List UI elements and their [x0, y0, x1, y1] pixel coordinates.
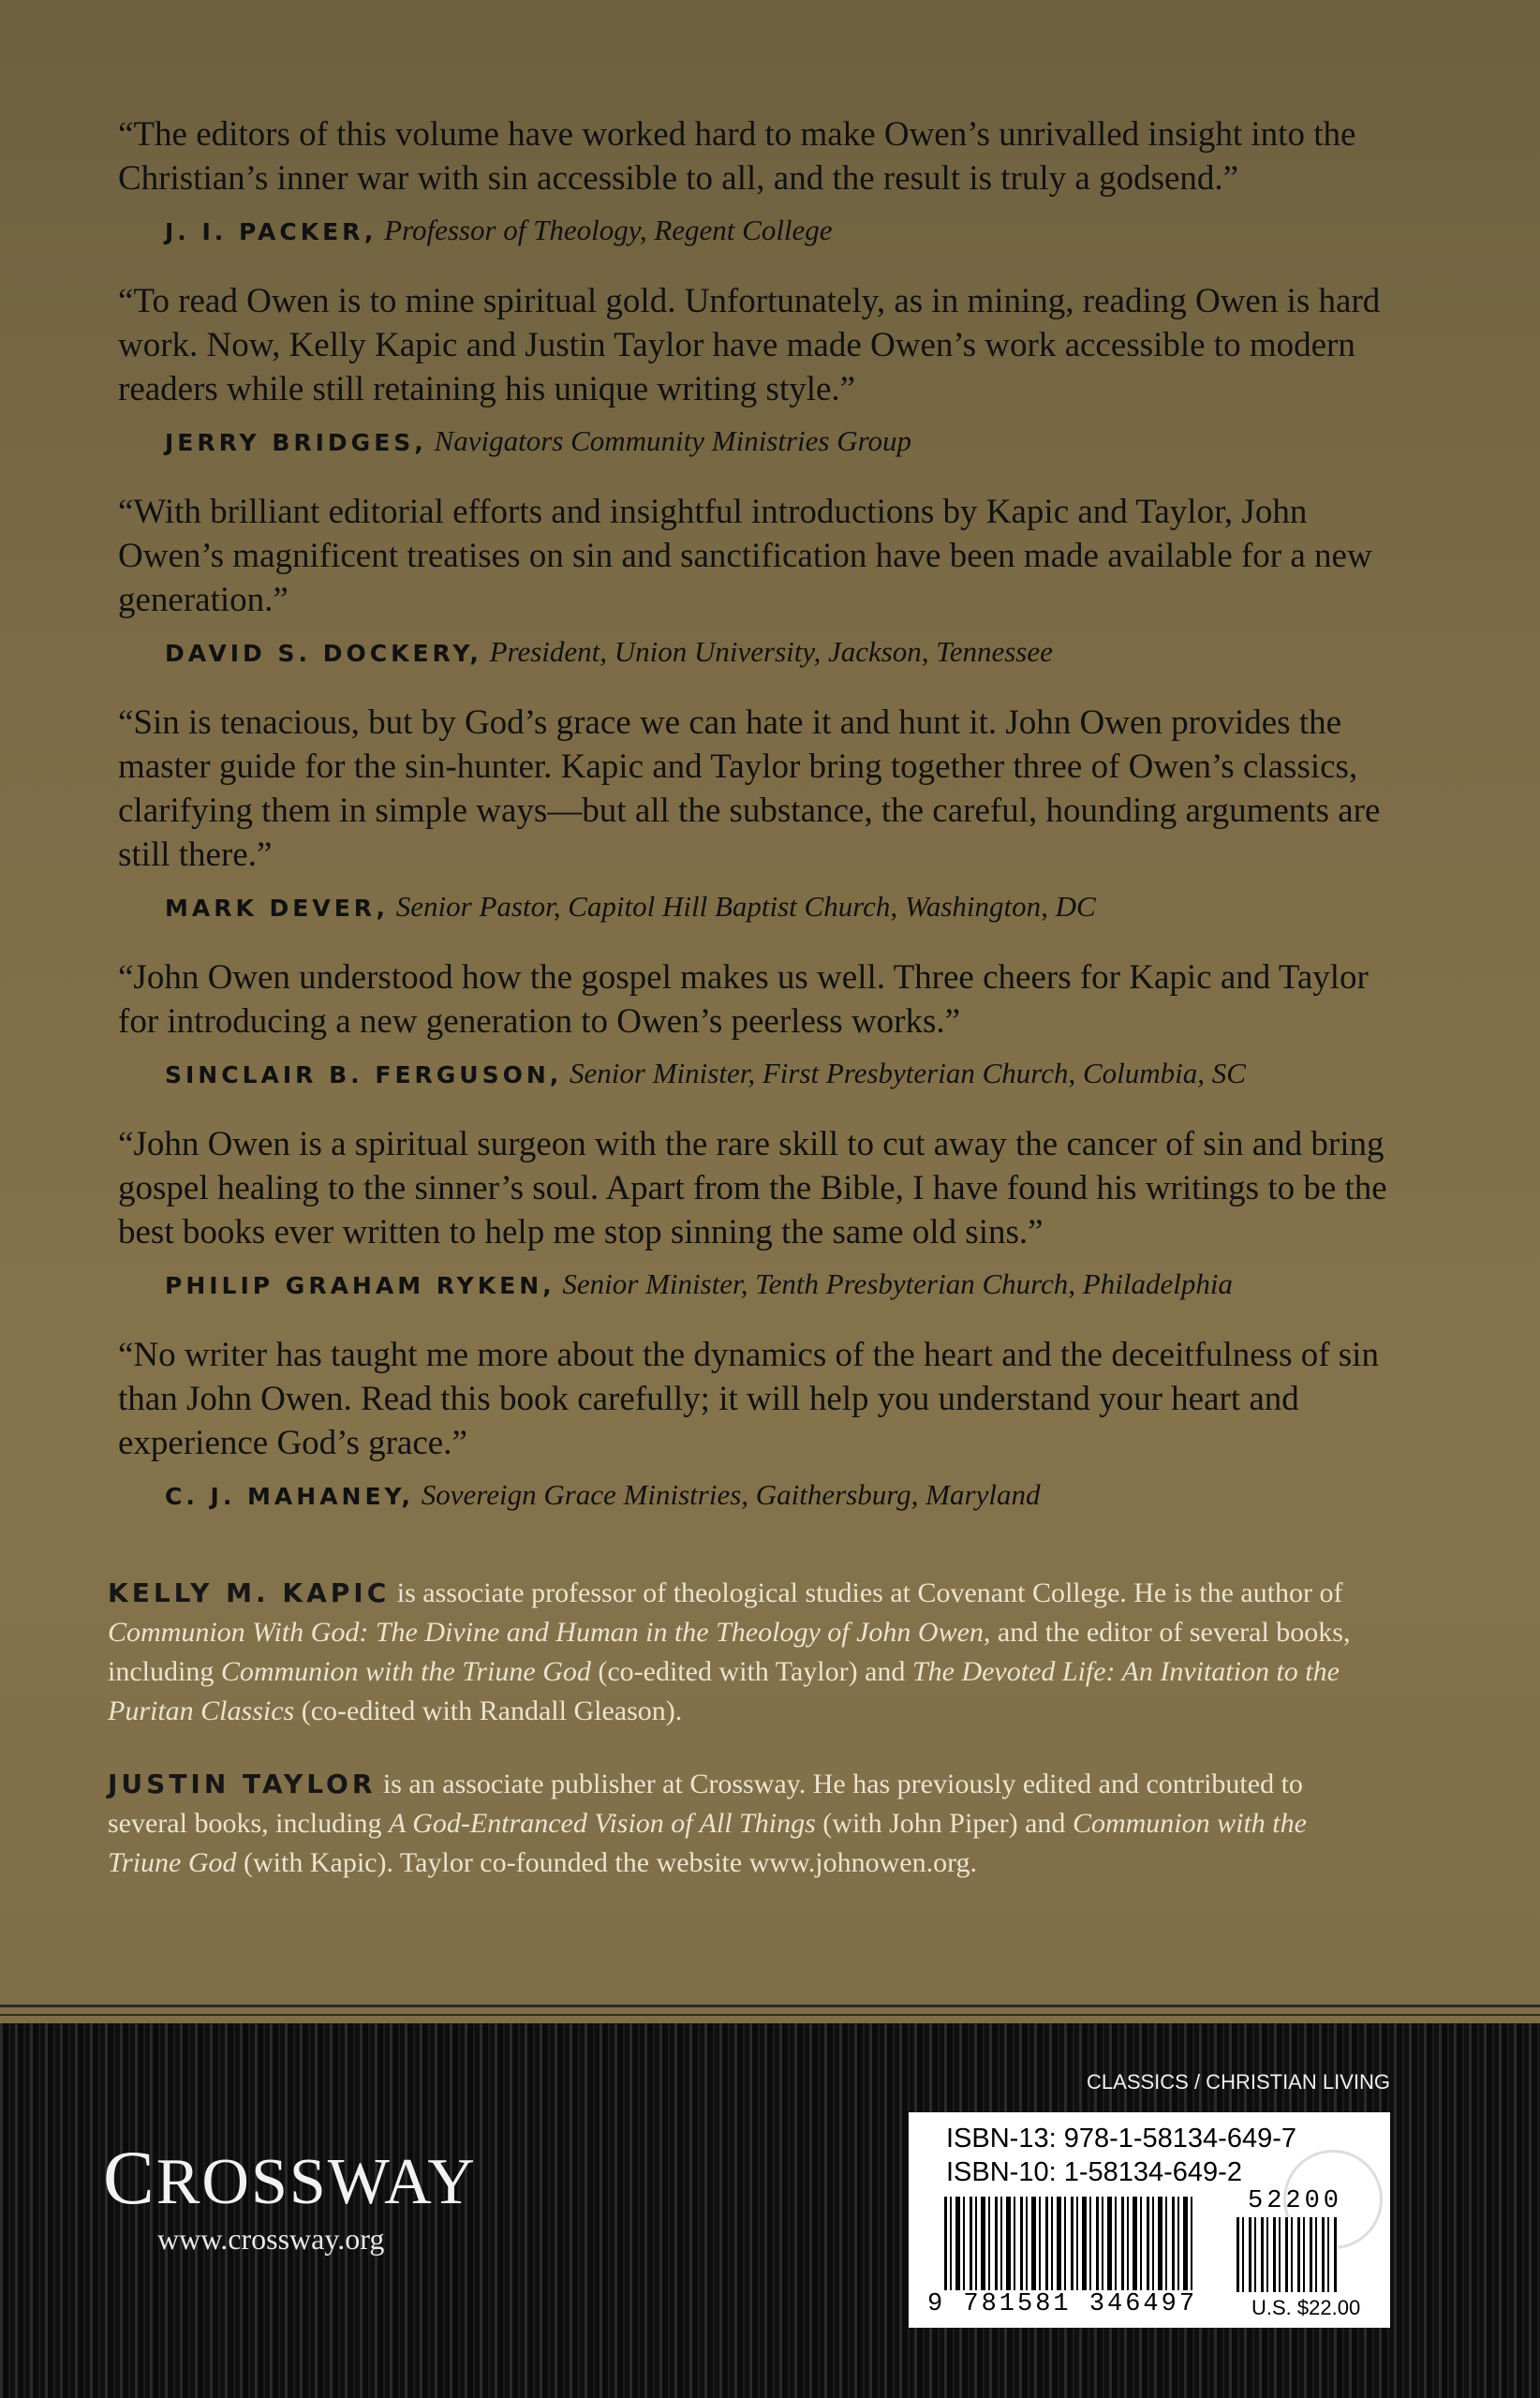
- endorsement-attribution: [165, 212, 1413, 251]
- bio-text: is associate professor of theological studies at Covenant College. He is the author of: [390, 1577, 1343, 1608]
- endorser-affiliation: Professor of Theology, Regent College: [384, 214, 833, 246]
- endorser-affiliation: President, Union University, Jackson, Tennessee: [489, 635, 1053, 668]
- endorsement-quote: “The editors of this volume have worked hard to make Owen’s unrivalled insight into the Christian’s inner war with sin accessible to all, and the result is truly a godsend.”: [118, 115, 1356, 198]
- endorser-affiliation: Senior Minister, First Presbyterian Church, Columbia, SC: [570, 1057, 1246, 1089]
- bio-text: is an associate publisher at Crossway. He has previously edited and contributed to several books, including: [108, 1769, 1303, 1839]
- author-bio-kapic: [108, 1574, 1382, 1731]
- endorsement-attribution: [165, 1476, 1413, 1516]
- bio-text: (co-edited with Randall Gleason).: [294, 1695, 683, 1726]
- logo-initial: C: [103, 2135, 156, 2220]
- category-label: CLASSICS / CHRISTIAN LIVING: [1087, 2070, 1390, 2094]
- author-bio-taylor: [108, 1765, 1382, 1883]
- endorsement-quote: “John Owen is a spiritual surgeon with the rare skill to cut away the cancer of sin and bring gospel healing to the sinner’s soul. Apart from the Bible, I have found his writings to be the best books ever written to help me stop sinning the same old sins.”: [118, 1125, 1387, 1251]
- endorsement: [111, 279, 1413, 462]
- publisher-website: www.crossway.org: [157, 2222, 385, 2256]
- bio-text: (co-edited with Taylor) and: [590, 1656, 912, 1687]
- author-name: KELLY M. KAPIC: [108, 1577, 391, 1608]
- endorser-name: JERRY BRIDGES,: [165, 429, 427, 456]
- endorser-affiliation: Senior Pastor, Capitol Hill Baptist Church, Washington, DC: [395, 890, 1096, 923]
- divider-line: [0, 2014, 1540, 2016]
- endorser-name: C. J. MAHANEY,: [165, 1483, 415, 1510]
- book-title: Communion With God: The Divine and Human in the Theology of John Owen,: [108, 1617, 991, 1648]
- endorsement-attribution: [165, 1055, 1413, 1094]
- endorsement-quote: “John Owen understood how the gospel makes us well. Three cheers for Kapic and Taylor for introducing a new generation to Owen’s peerless works.”: [118, 958, 1369, 1041]
- endorser-name: SINCLAIR B. FERGUSON,: [165, 1061, 563, 1088]
- endorser-affiliation: Sovereign Grace Ministries, Gaithersburg, Maryland: [421, 1478, 1041, 1511]
- barcode-label: [909, 2112, 1390, 2328]
- endorsement-quote: “No writer has taught me more about the dynamics of the heart and the deceitfulness of sin than John Owen. Read this book carefully; it will help you understand your heart and experience God’s grace.”: [118, 1336, 1379, 1462]
- endorsement-quote: “With brilliant editorial efforts and insightful introductions by Kapic and Taylor, John Owen’s magnificent treatises on sin and sanctification have been made available for a new generation.”: [118, 493, 1372, 619]
- endorsement-attribution: [165, 422, 1413, 462]
- addon-digits: 52200: [1248, 2187, 1343, 2215]
- endorsement: [111, 1122, 1413, 1305]
- book-title: Communion with the Triune God: [108, 1808, 1307, 1878]
- bio-text: and the editor of several books, including: [108, 1617, 1351, 1687]
- endorsement: [111, 112, 1413, 251]
- price: U.S. $22.00: [1251, 2296, 1361, 2319]
- barcode-bars: [944, 2197, 1197, 2290]
- endorsement: [111, 955, 1413, 1094]
- divider-line: [0, 2005, 1540, 2007]
- endorsement: [111, 1333, 1413, 1516]
- endorsement-quote: “To read Owen is to mine spiritual gold. Unfortunately, as in mining, reading Owen is hard work. Now, Kelly Kapic and Justin Taylor have made Owen’s work accessible to modern readers while still retaining his unique writing style.”: [118, 282, 1381, 408]
- crossway-logo: [103, 2135, 477, 2220]
- barcode-digits: 9 781581 346497: [927, 2290, 1198, 2318]
- endorser-name: MARK DEVER,: [165, 895, 390, 922]
- endorsement-attribution: [165, 888, 1413, 927]
- bio-text: (with Kapic). Taylor co-founded the website www.johnowen.org.: [236, 1847, 978, 1878]
- endorser-name: J. I. PACKER,: [165, 218, 378, 245]
- endorsement: [111, 490, 1413, 673]
- endorser-name: PHILIP GRAHAM RYKEN,: [165, 1272, 555, 1299]
- isbn13: ISBN-13: 978-1-58134-649-7: [946, 2124, 1297, 2154]
- endorsement-quote: “Sin is tenacious, but by God’s grace we can hate it and hunt it. John Owen provides the master guide for the sin-hunter. Kapic and Taylor bring together three of Owen’s classics, clarifying them in simple ways—but all the substance, the careful, hounding arguments are still there.”: [118, 703, 1381, 874]
- bio-text: (with John Piper) and: [815, 1808, 1073, 1839]
- endorsement-attribution: [165, 633, 1413, 673]
- endorsement-attribution: [165, 1266, 1413, 1305]
- book-title: A God-Entranced Vision of All Things: [388, 1808, 816, 1839]
- addon-barcode-bars: [1236, 2217, 1338, 2292]
- endorser-affiliation: Navigators Community Ministries Group: [434, 424, 912, 457]
- logo-rest: ROSSWAY: [155, 2146, 477, 2218]
- endorser-affiliation: Senior Minister, Tenth Presbyterian Church, Philadelphia: [562, 1267, 1233, 1300]
- endorsement: [111, 701, 1413, 927]
- endorser-name: DAVID S. DOCKERY,: [165, 640, 482, 667]
- author-name: JUSTIN TAYLOR: [108, 1769, 377, 1799]
- author-bios: [108, 1574, 1382, 1917]
- book-title: The Devoted Life: An Invitation to the Puritan Classics: [108, 1656, 1340, 1726]
- isbn10: ISBN-10: 1-58134-649-2: [946, 2157, 1242, 2187]
- book-title: Communion with the Triune God: [220, 1656, 591, 1687]
- endorsements: [111, 112, 1413, 1544]
